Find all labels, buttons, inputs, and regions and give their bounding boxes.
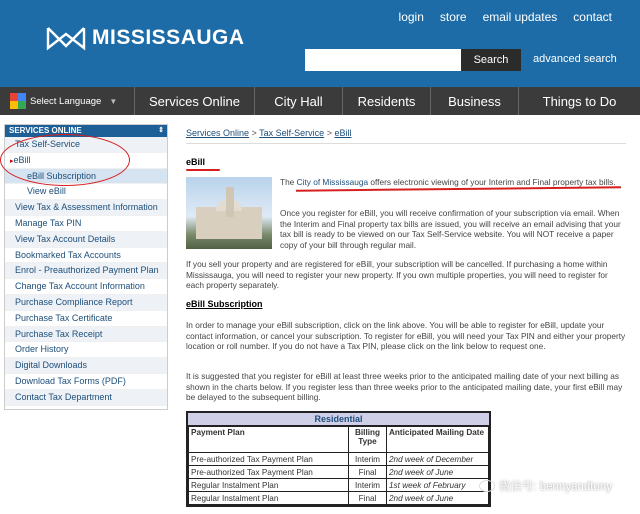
sidebar-item-tax-forms[interactable]: Download Tax Forms (PDF)	[5, 374, 167, 390]
sidebar-heading: SERVICES ONLINE ⇕	[5, 125, 167, 137]
nav-city-hall[interactable]: City Hall	[255, 87, 343, 115]
nav-business[interactable]: Business	[431, 87, 519, 115]
table-row: Pre-authorized Tax Payment Plan Final 2nd week of June	[189, 466, 489, 479]
sidebar-item-view-tax-assessment[interactable]: View Tax & Assessment Information	[5, 200, 167, 216]
breadcrumb-tax-self-service[interactable]: Tax Self-Service	[259, 128, 325, 138]
chevron-down-icon: ▼	[109, 96, 118, 106]
breadcrumb: Services Online > Tax Self-Service > eBill	[186, 128, 352, 138]
suggestion-paragraph: It is suggested that you register for eBill at least three weeks prior to the anticipated mailing date of your next billing as shown in the charts below. If you register less than three weeks prior to the anticipated mailing date, your first eBill may be delayed to the subsequent billing.	[186, 371, 623, 402]
logo-text: MISSISSAUGA	[92, 26, 245, 49]
page-title: eBill	[186, 157, 206, 167]
search-button[interactable]: Search	[461, 49, 521, 71]
sidebar-item-tax-self-service[interactable]: Tax Self-Service	[5, 137, 167, 153]
sidebar-item-enrol-preauthorized[interactable]: Enrol - Preauthorized Payment Plan	[5, 263, 167, 279]
sidebar-item-manage-tax-pin[interactable]: Manage Tax PIN	[5, 216, 167, 232]
sidebar-item-ebill-subscription[interactable]: eBill Subscription	[5, 169, 167, 185]
email-updates-link[interactable]: email updates	[482, 10, 558, 24]
store-link[interactable]: store	[439, 10, 467, 24]
table-row: Regular Instalment Plan Interim 1st week of February	[189, 479, 489, 492]
sidebar-item-view-ebill[interactable]: View eBill	[5, 184, 167, 200]
contact-link[interactable]: contact	[573, 10, 612, 24]
residential-table	[186, 411, 491, 507]
sidebar-item-digital-downloads[interactable]: Digital Downloads	[5, 358, 167, 374]
table-row: Pre-authorized Tax Payment Plan Interim 2nd week of December	[189, 453, 489, 466]
advanced-search-link[interactable]: advanced search	[533, 53, 617, 65]
scroll-icon[interactable]: ⇕	[158, 127, 164, 134]
wechat-icon	[479, 480, 495, 492]
butterfly-logo-icon	[46, 24, 86, 52]
table-header: Billing Type	[349, 427, 387, 453]
table-header: Payment Plan	[189, 427, 349, 453]
sidebar-item-tax-receipt[interactable]: Purchase Tax Receipt	[5, 327, 167, 343]
registration-paragraph: Once you register for eBill, you will receive confirmation of your subscription via email. When the Interim and Final property tax bills are issued, you will receive an email advising that your tax bill is ready to be viewed on our Tax Self-Service website. You will NOT receive a paper copy of your bill through regular mail.	[280, 208, 621, 250]
sidebar	[4, 124, 168, 410]
search-input[interactable]	[305, 49, 461, 71]
table-header-row	[189, 427, 489, 453]
site-header	[0, 0, 640, 87]
selling-paragraph: If you sell your property and are registered for eBill, your subscription will be cancelled. If purchasing a home within Mississauga, you will need to register your new property. If you own multiple properties, you will need to register for each property separately.	[186, 259, 608, 290]
mississauga-logo[interactable]	[46, 24, 245, 52]
breadcrumb-services-online[interactable]: Services Online	[186, 128, 250, 138]
sidebar-item-ebill[interactable]: ▸eBill	[5, 153, 167, 169]
language-selector[interactable]	[0, 87, 135, 115]
annotation-underline	[186, 169, 220, 171]
sidebar-item-contact[interactable]: Contact Tax Department	[5, 390, 167, 406]
sidebar-item-change-account[interactable]: Change Tax Account Information	[5, 279, 167, 295]
divider	[186, 143, 626, 144]
language-label: Select Language	[30, 95, 102, 107]
manage-paragraph: In order to manage your eBill subscription, click on the link above. You will be able to register for eBill, update your contact information, or cancel your subscription. To register for eBill, you will need your Tax PIN and either your property location or roll number. If you do not have a Tax PIN, please click on the link below to request one.	[186, 320, 626, 351]
city-link[interactable]: City of Mississauga	[296, 177, 369, 187]
city-hall-photo	[186, 177, 272, 249]
table-title: Residential	[188, 413, 489, 426]
ebill-subscription-heading[interactable]: eBill Subscription	[186, 299, 263, 309]
table-row: Regular Instalment Plan Final 2nd week of June	[189, 492, 489, 505]
nav-services-online[interactable]: Services Online	[135, 87, 255, 115]
wechat-watermark: 微信号: bennyandtony	[479, 478, 612, 494]
sidebar-item-view-tax-account[interactable]: View Tax Account Details	[5, 232, 167, 248]
table-header: Anticipated Mailing Date	[387, 427, 489, 453]
intro-paragraph: The City of Mississauga offers electronic viewing of your Interim and Final property tax bills.	[280, 177, 616, 187]
sidebar-item-bookmarked[interactable]: Bookmarked Tax Accounts	[5, 248, 167, 264]
google-translate-icon	[10, 93, 26, 109]
sidebar-item-compliance-report[interactable]: Purchase Compliance Report	[5, 295, 167, 311]
login-link[interactable]: login	[398, 10, 424, 24]
top-links	[399, 10, 612, 24]
sidebar-item-order-history[interactable]: Order History	[5, 342, 167, 358]
nav-things-to-do[interactable]: Things to Do	[542, 93, 617, 109]
main-nav	[0, 87, 640, 115]
breadcrumb-ebill[interactable]: eBill	[334, 128, 352, 138]
caret-right-icon: ▸	[10, 157, 14, 165]
nav-residents[interactable]: Residents	[343, 87, 431, 115]
sidebar-item-tax-certificate[interactable]: Purchase Tax Certificate	[5, 311, 167, 327]
